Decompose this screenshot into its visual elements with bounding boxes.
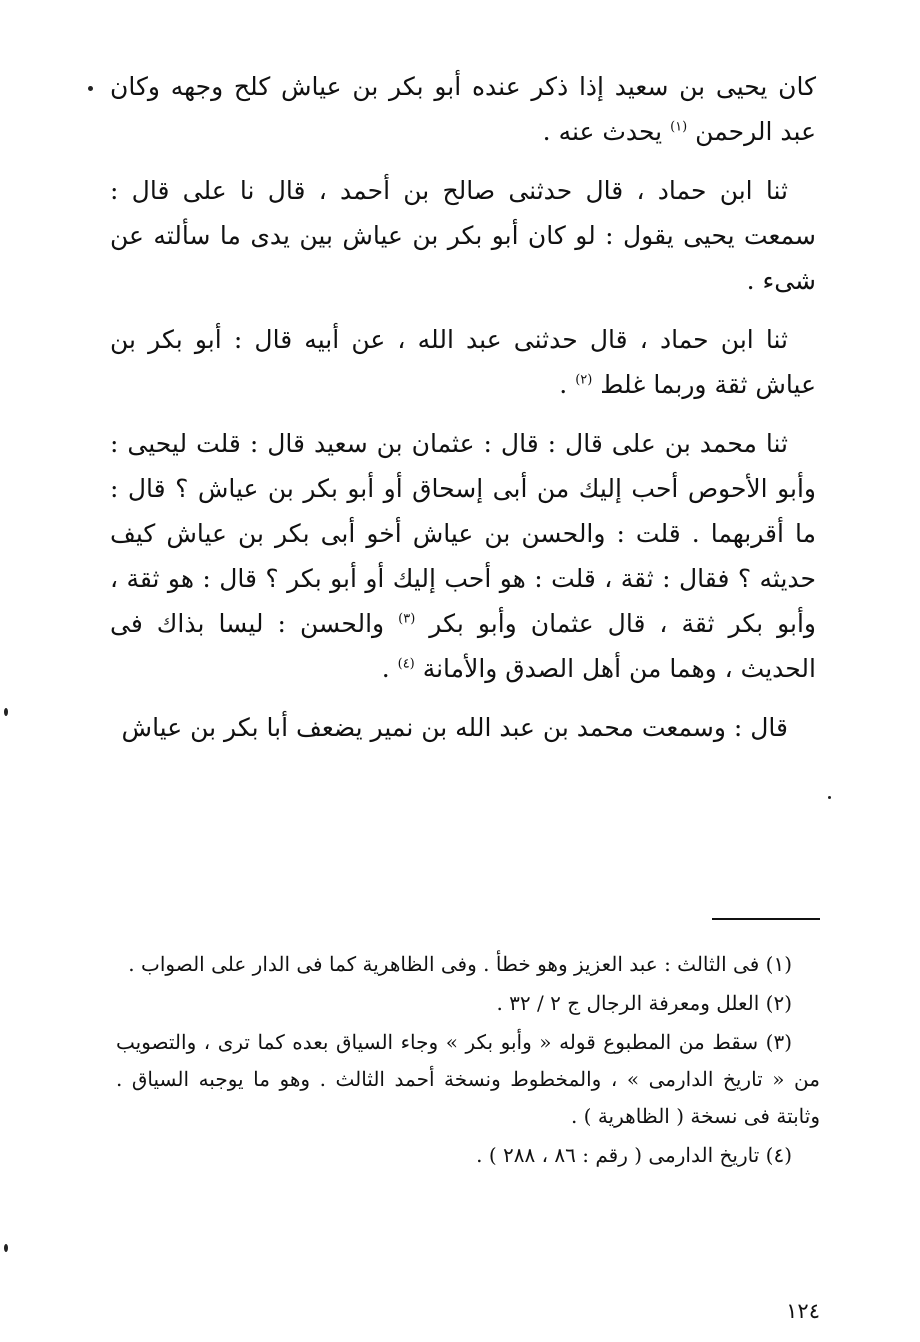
footnote-ref-2: (٢): [575, 372, 593, 388]
footnote-ref-3: (٣): [398, 611, 416, 627]
paragraph-3-text: ثنا ابن حماد ، قال حدثنى عبد الله ، عن أبيه قال : أبو بكر بن عياش ثقة وربما غلط: [110, 325, 816, 399]
paragraph-1: [110, 64, 816, 154]
paragraph-1-tail: يحدث عنه .: [542, 117, 671, 146]
paragraph-3-tail: .: [559, 370, 576, 399]
footnotes-section: [116, 946, 820, 1176]
paragraph-5-text: قال : وسمعت محمد بن عبد الله بن نمير يضعف أبا بكر بن عياش: [121, 713, 788, 742]
footnote-ref-1: (١): [670, 119, 688, 135]
paragraph-4-tail: والحسن : ليسا بذاك فى الحديث ، وهما من أهل الصدق والأمانة: [110, 609, 816, 683]
footnote-1: (١) فى الثالث : عبد العزيز وهو خطأ . وفى الظاهرية كما فى الدار على الصواب .: [128, 952, 792, 976]
paragraph-4-tail-2: .: [381, 654, 398, 683]
paragraph-5: [110, 705, 816, 750]
scan-speck: [828, 796, 831, 799]
footnote-3: (٣) سقط من المطبوع قوله « وأبو بكر » وجاء السياق بعده كما ترى ، والتصويب من « تاريخ الدارمى » ، والمخطوط ونسخة أحمد الثالث . وهو ما يوجبه السياق . وثابتة فى نسخة ( الظاهرية ) .: [116, 1030, 820, 1128]
paragraph-2-text: ثنا ابن حماد ، قال حدثنى صالح بن أحمد ، قال نا على قال : سمعت يحيى يقول : لو كان أبو بكر بن عياش بين يدى ما سألته عن شىء .: [110, 176, 816, 295]
paragraph-4-text: ثنا محمد بن على قال : قال : عثمان بن سعيد قال : قلت ليحيى : وأبو الأحوص أحب إليك من أبى إسحاق أو أبو بكر بن عياش ؟ قال : ما أقربهما . قلت : والحسن بن عياش أخو أبى بكر بن عياش كيف حديثه ؟ فقال : ثقة ، قلت : هو أحب إليك أو أبو بكر ؟ قال : هو ثقة ، وأبو بكر ثقة ، قال عثمان وأبو بكر: [110, 429, 816, 638]
page-number: ١٢٤: [786, 1299, 820, 1323]
scan-speck: [4, 1244, 8, 1252]
main-text-body: [110, 64, 816, 764]
paragraph-1-text: كان يحيى بن سعيد إذا ذكر عنده أبو بكر بن عياش كلح وجهه وكان عبد الرحمن: [110, 72, 816, 146]
footnote-ref-4: (٤): [397, 656, 415, 672]
footnote-2: (٢) العلل ومعرفة الرجال ج ٢ / ٣٢ .: [496, 991, 792, 1015]
footnote-divider: [712, 918, 820, 920]
paragraph-2: [110, 168, 816, 303]
scan-speck: [88, 86, 93, 91]
paragraph-4: [110, 421, 816, 691]
scan-speck: [4, 708, 8, 716]
paragraph-3: [110, 317, 816, 407]
footnote-4: (٤) تاريخ الدارمى ( رقم : ٨٦ ، ٢٨٨ ) .: [476, 1143, 792, 1167]
